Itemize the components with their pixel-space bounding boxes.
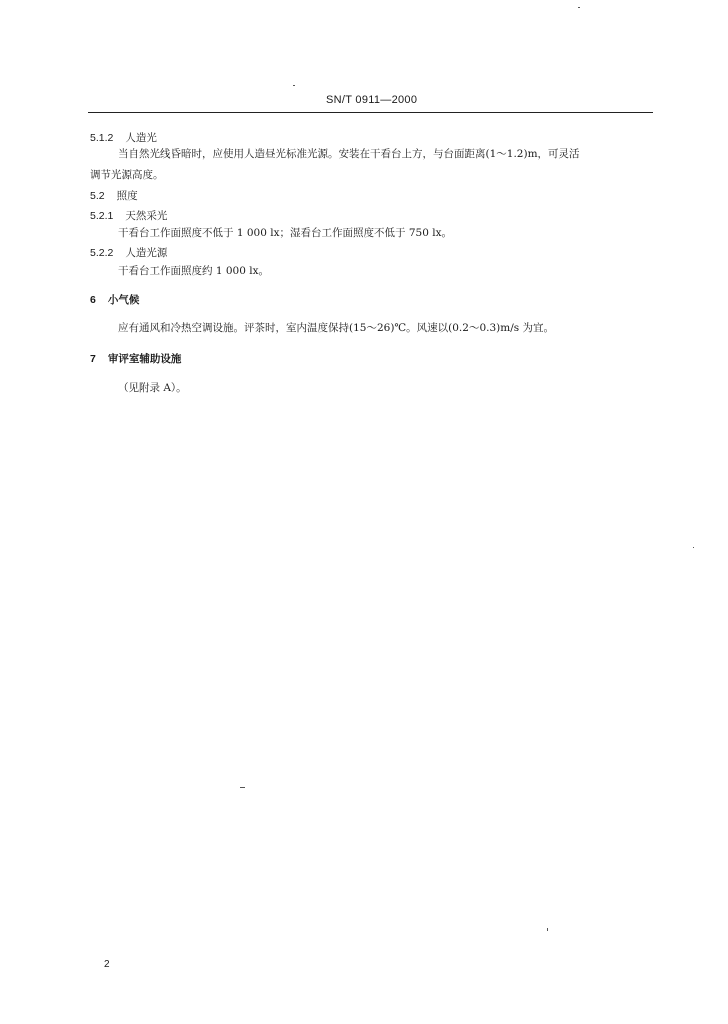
- scan-speck: [693, 547, 694, 548]
- section-title: 小气候: [107, 294, 140, 306]
- section-number: 5.1.2: [90, 132, 114, 144]
- section-number: 7: [90, 353, 96, 365]
- section-5-2-1-heading: [90, 209, 167, 223]
- section-7-heading: [90, 352, 181, 366]
- section-5-1-2-paragraph-line1: 当自然光线昏暗时，应使用人造昼光标准光源。安装在干看台上方，与台面距离(1～1.2)m，可灵活: [118, 148, 580, 160]
- standard-code-header: SN/T 0911—2000: [326, 94, 418, 106]
- section-title: 天然采光: [125, 210, 168, 222]
- section-6-heading: [90, 293, 139, 307]
- scan-speck: [547, 928, 548, 931]
- section-6-paragraph: 应有通风和冷热空调设施。评茶时，室内温度保持(15～26)℃。风速以(0.2～0.3)m/s 为宜。: [118, 322, 554, 334]
- section-5-2-1-paragraph: 干看台工作面照度不低于 1 000 lx；湿看台工作面照度不低于 750 lx。: [118, 227, 453, 239]
- section-title: 照度: [116, 190, 138, 202]
- section-5-2-2-paragraph: 干看台工作面照度约 1 000 lx。: [118, 265, 270, 277]
- section-number: 5.2: [90, 190, 105, 202]
- section-7-paragraph: （见附录 A）。: [118, 382, 187, 394]
- section-title: 人造光: [125, 132, 157, 144]
- section-5-1-2-paragraph-line2: 调节光源高度。: [90, 169, 164, 181]
- section-5-1-2-heading: [90, 131, 157, 145]
- section-5-2-2-heading: [90, 246, 167, 260]
- section-title: 审评室辅助设施: [107, 353, 182, 365]
- section-number: 5.2.1: [90, 210, 114, 222]
- scan-speck: [240, 787, 245, 788]
- section-number: 5.2.2: [90, 247, 114, 259]
- section-5-2-heading: [90, 189, 138, 203]
- section-number: 6: [90, 294, 96, 306]
- scan-speck: [578, 7, 580, 8]
- scan-speck: [293, 85, 295, 86]
- header-rule: [88, 112, 653, 113]
- page-number: 2: [104, 959, 110, 970]
- section-title: 人造光源: [125, 247, 168, 259]
